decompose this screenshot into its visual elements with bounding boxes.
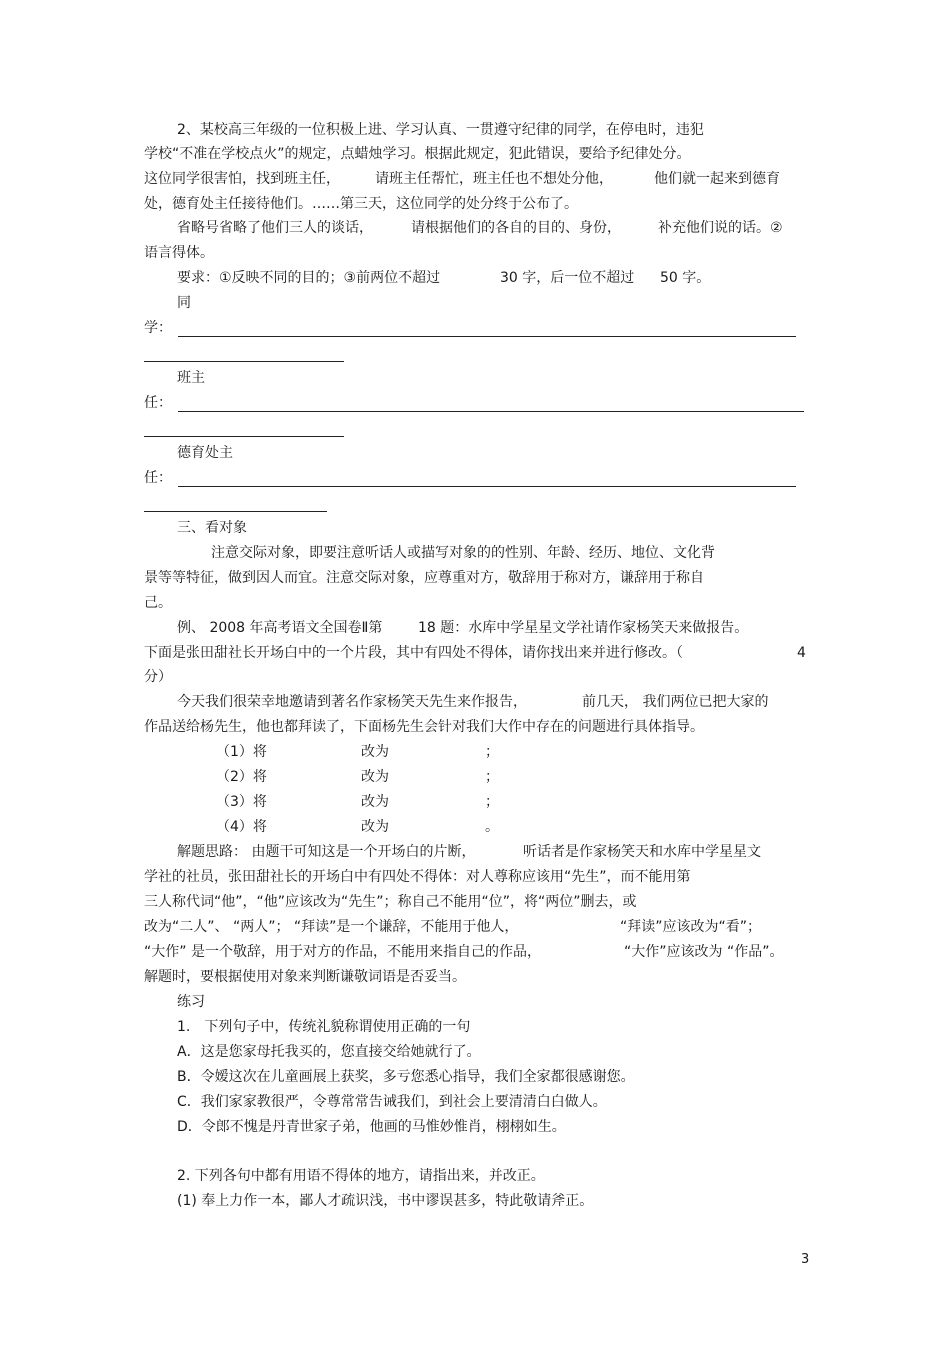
teacher-answer-line[interactable] (178, 411, 804, 412)
practice-q1: 1. 下列句子中，传统礼貌称谓使用正确的一句 (177, 1019, 471, 1035)
q2-line-7a: 要求：①反映不同的目的；③前两位不超过 (177, 270, 441, 286)
item-3-mid: 改为 (361, 794, 389, 810)
example-line-1a: 例、 2008 年高考语文全国卷Ⅱ第 (177, 620, 383, 636)
solution-line-3: 三人称代词“他”，“他”应该改为“先生”；称自己不能用“位”，将“两位”删去，或 (144, 894, 637, 910)
solution-line-4a: 改为“二人”、 “两人”； “拜读”是一个谦辞，不能用于他人， (144, 919, 519, 935)
example-quote-1b: 前几天， 我们两位已把大家的 (582, 694, 769, 710)
q2-line-2: 学校“不准在学校点火”的规定，点蜡烛学习。根据此规定，犯此错误，要给予纪律处分。 (144, 146, 691, 162)
example-line-3: 分） (144, 669, 172, 685)
dean-answer-line[interactable] (178, 486, 796, 487)
practice-option-b: B．令嫒这次在儿童画展上获奖，多亏您悉心指导，我们全家都很感谢您。 (177, 1069, 635, 1085)
q2-line-3b: 请班主任帮忙，班主任也不想处分他， (375, 171, 613, 187)
dean-answer-line-2[interactable] (144, 511, 327, 512)
solution-line-4b: “拜读”应该改为“看”； (620, 919, 762, 935)
section3-p2: 景等等特征，做到因人而宜。注意交际对象，应尊重对方，敬辞用于称对方，谦辞用于称自 (144, 570, 704, 586)
item-3-num: （3）将 (216, 794, 267, 810)
solution-line-1b: 听话者是作家杨笑天和水库中学星星文 (523, 844, 761, 860)
q2-line-6: 语言得体。 (144, 245, 214, 261)
practice-q2: 2. 下列各句中都有用语不得体的地方，请指出来，并改正。 (177, 1168, 545, 1184)
item-3-end: ； (485, 794, 499, 810)
practice-heading: 练习 (177, 994, 205, 1010)
q2-line-5b: 请根据他们的各自的目的、身份， (411, 220, 621, 236)
student-answer-line-2[interactable] (144, 361, 344, 362)
practice-option-a: A．这是您家母托我买的，您直接交给她就行了。 (177, 1044, 481, 1060)
example-quote-1a: 今天我们很荣幸地邀请到著名作家杨笑天先生来作报告， (177, 694, 527, 710)
student-label-b: 学： (144, 320, 172, 336)
section3-p1: 注意交际对象，即要注意听话人或描写对象的的性别、年龄、经历、地位、文化背 (211, 545, 715, 561)
solution-line-1a: 解题思路： 由题干可知这是一个开场白的片断， (177, 844, 476, 860)
q2-line-3c: 他们就一起来到德育 (654, 171, 780, 187)
item-2-end: ； (485, 769, 499, 785)
teacher-answer-line-2[interactable] (144, 436, 344, 437)
practice-q2-item-1: (1) 奉上力作一本，鄙人才疏识浅，书中谬误甚多，特此敬请斧正。 (177, 1193, 594, 1209)
q2-line-7c: 50 字。 (660, 270, 711, 286)
item-2-mid: 改为 (361, 769, 389, 785)
item-4-num: （4）将 (216, 819, 267, 835)
solution-line-6: 解题时，要根据使用对象来判断谦敬词语是否妥当。 (144, 969, 466, 985)
q2-line-1: 2、某校高三年级的一位积极上进、学习认真、一贯遵守纪律的同学，在停电时，违犯 (177, 122, 704, 138)
student-label-a: 同 (177, 295, 191, 311)
q2-line-7b: 30 字，后一位不超过 (500, 270, 635, 286)
item-1-mid: 改为 (361, 744, 389, 760)
example-line-2a: 下面是张田甜社长开场白中的一个片段，其中有四处不得体，请你找出来并进行修改。（ (144, 645, 683, 661)
solution-line-2: 学社的社员，张田甜社长的开场白中有四处不得体：对人尊称应该用“先生”，而不能用第 (144, 869, 691, 885)
item-4-end: 。 (485, 819, 499, 835)
practice-option-c: C．我们家家教很严，令尊常常告诫我们，到社会上要清清白白做人。 (177, 1094, 607, 1110)
q2-line-3a: 这位同学很害怕，找到班主任， (144, 171, 340, 187)
page-number: 3 (801, 1252, 810, 1267)
section3-p3: 己。 (144, 595, 172, 611)
item-1-end: ； (485, 744, 499, 760)
example-quote-2: 作品送给杨先生，他也都拜读了，下面杨先生会针对我们大作中存在的问题进行具体指导。 (144, 719, 704, 735)
dean-label-a: 德育处主 (177, 445, 233, 461)
q2-line-5c: 补充他们说的话。② (658, 220, 783, 236)
student-answer-line[interactable] (178, 336, 796, 337)
item-2-num: （2）将 (216, 769, 267, 785)
item-1-num: （1）将 (216, 744, 267, 760)
solution-line-5b: “大作”应该改为 “作品”。 (624, 944, 784, 960)
dean-label-b: 任： (144, 470, 172, 486)
solution-line-5a: “大作” 是一个敬辞，用于对方的作品，不能用来指自己的作品， (144, 944, 541, 960)
section3-heading: 三、看对象 (177, 520, 247, 536)
example-line-1b: 18 题：水库中学星星文学社请作家杨笑天来做报告。 (418, 620, 749, 636)
teacher-label-b: 任： (144, 395, 172, 411)
example-line-2b: 4 (797, 645, 806, 661)
q2-line-4: 处，德育处主任接待他们。……第三天，这位同学的处分终于公布了。 (144, 196, 578, 212)
teacher-label-a: 班主 (177, 370, 205, 386)
item-4-mid: 改为 (361, 819, 389, 835)
q2-line-5a: 省略号省略了他们三人的谈话， (177, 220, 373, 236)
practice-option-d: D．令郎不愧是丹青世家子弟，他画的马惟妙惟肖，栩栩如生。 (177, 1119, 566, 1135)
